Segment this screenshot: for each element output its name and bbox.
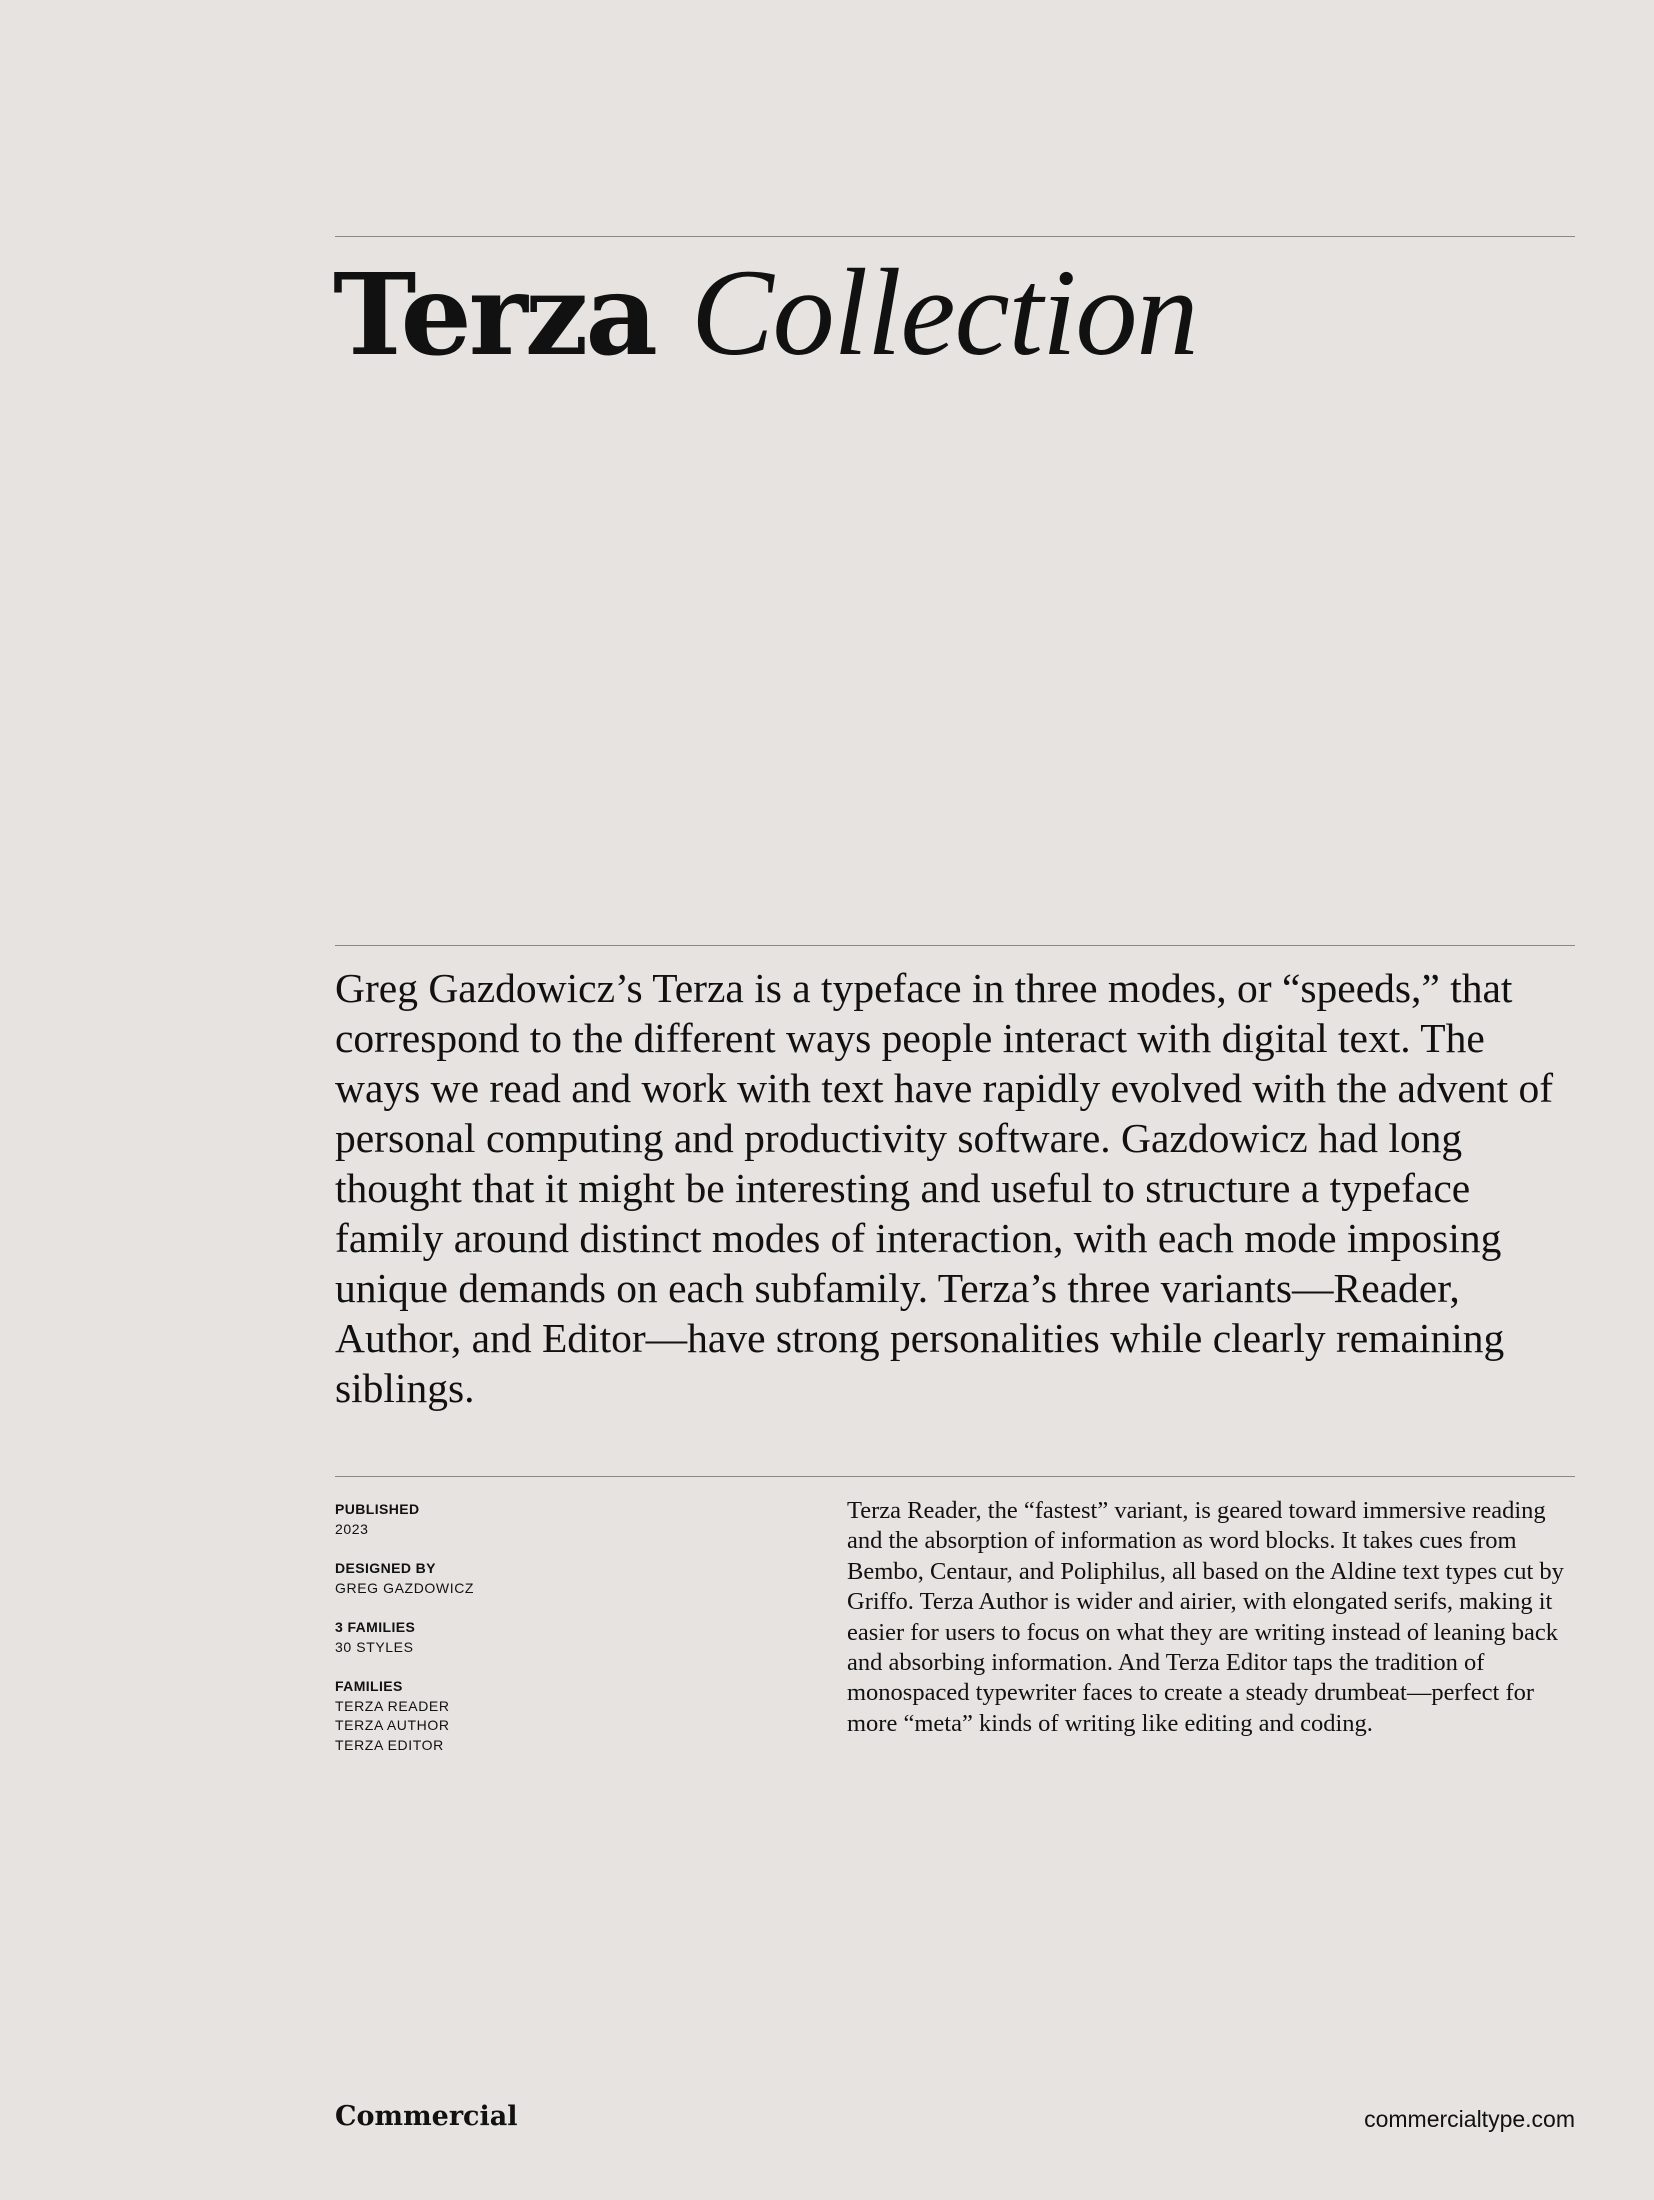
family-item: TERZA READER bbox=[335, 1697, 450, 1714]
meta-families bbox=[335, 1677, 755, 1755]
meta-label: 3 FAMILIES bbox=[335, 1619, 416, 1635]
commercial-logo: Commercial bbox=[335, 2101, 518, 2132]
footer-url: commercialtype.com bbox=[1364, 2106, 1575, 2132]
meta-families-count bbox=[335, 1618, 755, 1657]
meta-label: DESIGNED BY bbox=[335, 1560, 436, 1576]
lower-divider bbox=[335, 1476, 1575, 1477]
page-title bbox=[333, 244, 1198, 381]
family-item: TERZA AUTHOR bbox=[335, 1717, 450, 1733]
meta-value: 2023 bbox=[335, 1520, 369, 1537]
meta-value: 30 STYLES bbox=[335, 1638, 414, 1655]
title-bold: Terza bbox=[333, 250, 655, 381]
meta-column bbox=[335, 1500, 755, 1775]
meta-value: GREG GAZDOWICZ bbox=[335, 1579, 475, 1596]
meta-label: PUBLISHED bbox=[335, 1501, 420, 1517]
top-divider bbox=[335, 236, 1575, 237]
body-paragraph: Terza Reader, the “fastest” variant, is geared toward immersive reading and the absorption of information as word blocks. It takes cues from Bembo, Centaur, and Poliphilus, all based on the Aldine text types cut by Griffo. Terza Author is wider and airier, with elongated serifs, making it easier for users to focus on what they are writing instead of leaning back and absorbing information. And Terza Editor taps the tradition of monospaced typewriter faces to create a steady drumbeat—perfect for more “meta” kinds of writing like editing and coding. bbox=[847, 1497, 1564, 1737]
middle-divider bbox=[335, 945, 1575, 946]
meta-designed-by bbox=[335, 1559, 755, 1598]
meta-label: FAMILIES bbox=[335, 1678, 403, 1694]
meta-published bbox=[335, 1500, 755, 1539]
lead-paragraph: Greg Gazdowicz’s Terza is a typeface in three modes, or “speeds,” that correspond to the different ways people interact with digital text. The ways we read and work with text have rapidly evolved with the advent of personal computing and productivity software. Gazdowicz had long thought that it might be interesting and useful to structure a typeface family around distinct modes of interaction, with each mode imposing unique demands on each subfamily. Terza’s three variants—Reader, Author, and Editor—have strong personalities while clearly remaining siblings. bbox=[335, 965, 1554, 1411]
family-item: TERZA EDITOR bbox=[335, 1736, 444, 1753]
title-italic: Collection bbox=[690, 244, 1198, 381]
